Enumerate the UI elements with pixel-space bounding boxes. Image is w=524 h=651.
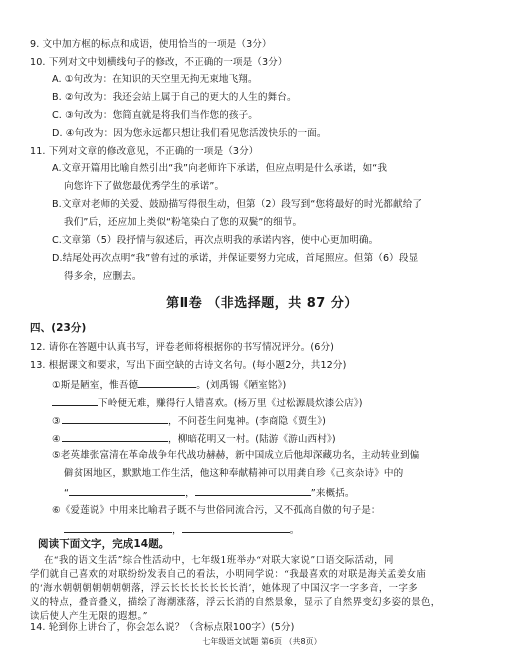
comma: ， [172, 525, 182, 536]
period: 。 [289, 525, 300, 536]
question-11-option-d-line2: 得多余，应删去。 [64, 271, 142, 282]
question-13-item-6-line2 [64, 522, 299, 537]
question-13-item-6-line1: ⑥《爱莲说》中用来比喻君子既不与世俗同流合污，又不孤高自傲的句子是： [52, 505, 381, 516]
answer-blank[interactable] [62, 413, 168, 424]
question-12: 12. 请你在答题中认真书写，评卷老师将根据你的书写情况评分。(6分) [30, 342, 335, 353]
question-10-option-c: C. ③句改为：您简直就是将我们当作您的孩子。 [52, 110, 258, 121]
reading-heading: 阅读下面文字，完成14题。 [38, 538, 170, 550]
question-13-item-5-line3 [64, 485, 355, 500]
open-quote: “ [64, 488, 70, 499]
question-11-option-c: C.文章第（5）段抒情与叙述后，再次点明我的承诺内容，使中心更加明确。 [52, 235, 379, 246]
item-3-suffix: ，不问苍生问鬼神。(李商隐《贾生》) [168, 416, 326, 427]
answer-blank[interactable] [52, 395, 98, 406]
item-2-suffix: 下岭便无难，赚得行人错喜欢。(杨万里《过松源晨炊漆公店》) [98, 398, 363, 409]
answer-blank[interactable] [195, 485, 311, 496]
reading-paragraph-line1: 在“我的语文生活”综合性活动中，七年级1班举办“对联大家说”口语交际活动，同 [44, 555, 394, 566]
section-title: 第Ⅱ卷 （非选择题，共 87 分） [166, 296, 358, 311]
question-13-stem: 13. 根据课文和要求，写出下面空缺的古诗文名句。(每小题2分，共12分) [30, 360, 347, 371]
item-3-number: ③ [52, 416, 61, 427]
question-9: 9. 文中加方框的标点和成语，使用恰当的一项是（3分） [30, 39, 272, 50]
question-10-stem: 10. 下列对文中划横线句子的修改，不正确的一项是（3分） [30, 57, 288, 68]
item-1-suffix: 。(刘禹锡《陋室铭》) [196, 380, 287, 391]
item-1-prefix: ①斯是陋室，惟吾德 [52, 380, 139, 391]
question-13-item-3 [52, 413, 326, 428]
comma: ， [185, 488, 195, 499]
answer-blank[interactable] [64, 522, 172, 533]
item-4-number: ④ [52, 434, 61, 445]
answer-blank[interactable] [69, 485, 185, 496]
answer-blank[interactable] [182, 522, 290, 533]
question-13-item-5-line1: ⑤老英雄张富清在革命战争年代战功赫赫，新中国成立后他却深藏功名，主动转业到偏 [52, 450, 420, 461]
question-13-item-2 [52, 395, 363, 410]
page-footer: 七年级语文试题 第6页 （共8页） [202, 637, 322, 646]
question-10-option-d: D. ④句改为：因为您永远都只想让我们看见您活泼快乐的一面。 [52, 128, 327, 139]
question-14: 14. 轮到你上讲台了，你会怎么说？（含标点限100字）(5分) [30, 622, 295, 633]
reading-paragraph-line2: 学们就自己喜欢的对联纷纷发表自己的看法，小明同学说：“我最喜欢的对联是海关孟姜女庙 [30, 569, 427, 580]
question-13-item-1 [52, 377, 286, 392]
question-11-option-b-line1: B.文章对老师的关爱、鼓励描写得很生动，但第（2）段写到“您将最好的时光都献给了 [52, 199, 423, 210]
item-4-suffix: ，柳暗花明又一村。(陆游《游山西村》) [168, 434, 336, 445]
answer-blank[interactable] [62, 431, 168, 442]
reading-paragraph-line5: 读后使人产生无限的遐想。” [30, 611, 148, 622]
question-11-option-d-line1: D.结尾处再次点明“我”曾有过的承诺，并保证要努力完成，首尾照应。但第（6）段显 [52, 253, 419, 264]
answer-blank[interactable] [138, 377, 196, 388]
question-13-item-4 [52, 431, 336, 446]
question-11-option-a-line1: A.文章开篇用比喻自然引出“我”向老师许下承诺，但应点明是什么承诺，如“我 [52, 163, 388, 174]
part-four-heading: 四、(23分) [30, 322, 87, 334]
question-11-option-a-line2: 向您许下了做您最优秀学生的承诺”。 [64, 181, 225, 192]
item-5-suffix: ”来概括。 [310, 488, 355, 499]
question-11-stem: 11. 下列对文章的修改意见，不正确的一项是（3分） [30, 146, 259, 157]
question-10-option-b: B. ②句改为：我还会站上属于自己的更大的人生的舞台。 [52, 92, 297, 103]
reading-paragraph-line4: 义的特点，叠音叠义，描绘了海潮涨落，浮云长消的自然景象，显示了自然界变幻多姿的景色， [30, 597, 441, 608]
question-10-option-a: A. ①句改为：在知识的天空里无拘无束地飞翔。 [52, 74, 258, 85]
question-13-item-5-line2: 僻贫困地区，默默地工作生活，他这种奉献精神可以用龚自珍《己亥杂诗》中的 [64, 468, 404, 479]
question-11-option-b-line2: 我们”后，还应加上类似“粉笔染白了您的双鬓”的细节。 [64, 217, 303, 228]
reading-paragraph-line3: 的‘海水朝朝朝朝朝朝朝落，浮云长长长长长长长消’，她体现了中国汉字一字多音，一字多 [30, 583, 418, 594]
